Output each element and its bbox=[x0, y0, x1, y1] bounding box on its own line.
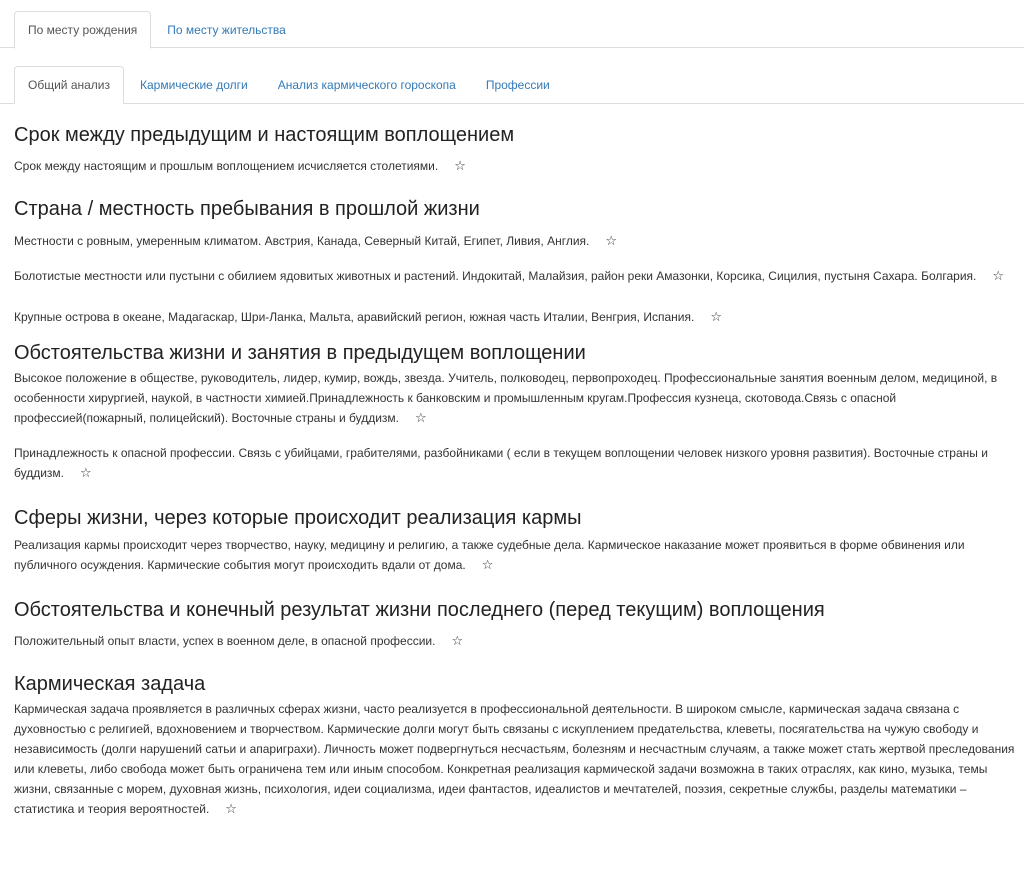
section-title: Обстоятельства и конечный результат жизни последнего (перед текущим) воплощения bbox=[14, 599, 825, 621]
star-icon[interactable]: ☆ bbox=[80, 465, 92, 480]
section-title: Срок между предыдущим и настоящим воплощением bbox=[14, 124, 515, 146]
section-paragraph: Реализация кармы происходит через творчество, науку, медицину и религию, а также судебные дела. Кармическое наказание может проявиться в форме обвинения или публичного осуждения. Кармические события могут происходить вдали от дома. ☆ bbox=[14, 535, 1024, 575]
section-paragraph: Кармическая задача проявляется в различных сферах жизни, часто реализуется в профессиональной деятельности. В широком смысле, кармическая задача связана с духовностью с религией, вдохновением и творчеством. Кармические долги могут быть связаны с искуплением предательства, клеветы, посягательства на чужую свободу и независимость (долги нарушений сатьи и апариграхи). Личность может подвергнуться несчастьям, болезням и несчастным случаям, а также может стать жертвой преследования или клеветы, либо свобода может быть ограничена тем или иным способом. Конкретная реализация кармической задачи возможна в таких отраслях, как кино, музыка, темы жизни, связанные с морем, духовная жизнь, психология, идеи социализма, идеи фантастов, идеалистов и мечтателей, поэзия, секретные службы, разделы математики – статистика и теория вероятностей. ☆ bbox=[14, 699, 1024, 819]
section-title: Кармическая задача bbox=[14, 673, 206, 695]
section-paragraph: Крупные острова в океане, Мадагаскар, Шри-Ланка, Мальта, аравийский регион, южная часть Италии, Венгрия, Испания. ☆ bbox=[14, 307, 1024, 327]
section-paragraph: Положительный опыт власти, успех в военном деле, в опасной профессии. ☆ bbox=[14, 631, 1024, 651]
section-paragraph: Местности с ровным, умеренным климатом. Австрия, Канада, Северный Китай, Египет, Ливия, Англия. ☆ bbox=[14, 231, 1024, 251]
section-title: Страна / местность пребывания в прошлой жизни bbox=[14, 198, 480, 220]
location-tabs bbox=[0, 0, 1024, 48]
tab-by-birthplace[interactable]: По месту рождения bbox=[14, 11, 151, 49]
star-icon[interactable]: ☆ bbox=[992, 268, 1005, 283]
analysis-content bbox=[0, 123, 1024, 819]
tab-karmic-horoscope-analysis[interactable]: Анализ кармического гороскопа bbox=[277, 78, 456, 92]
star-icon[interactable]: ☆ bbox=[454, 158, 466, 173]
section-title: Сферы жизни, через которые происходит реализация кармы bbox=[14, 507, 582, 529]
section-paragraph: Высокое положение в обществе, руководитель, лидер, кумир, вождь, звезда. Учитель, полководец, первопроходец. Профессиональные занятия военным делом, медициной, в особенности хирургией, наукой, в частности химией.Принадлежность к банковским и промышленным кругам.Профессия кузнеца, скотовода.Связь с опасной профессией(пожарный, полицейский). Восточные страны и буддизм. ☆ bbox=[14, 368, 1024, 428]
section-paragraph: Принадлежность к опасной профессии. Связь с убийцами, грабителями, разбойниками ( если в текущем воплощении человек низкого уровня развития). Восточные страны и буддизм. ☆ bbox=[14, 443, 1024, 483]
tab-general-analysis[interactable]: Общий анализ bbox=[14, 66, 124, 104]
star-icon[interactable]: ☆ bbox=[605, 233, 618, 248]
section-paragraph: Болотистые местности или пустыни с обилием ядовитых животных и растений. Индокитай, Малайзия, район реки Амазонки, Корсика, Сицилия, пустыня Сахара. Болгария. ☆ bbox=[14, 266, 1024, 286]
star-icon[interactable]: ☆ bbox=[225, 801, 237, 816]
section-paragraph: Срок между настоящим и прошлым воплощением исчисляется столетиями. ☆ bbox=[14, 156, 1024, 176]
star-icon[interactable]: ☆ bbox=[414, 410, 427, 425]
star-icon[interactable]: ☆ bbox=[451, 633, 464, 648]
section-title: Обстоятельства жизни и занятия в предыдущем воплощении bbox=[14, 342, 586, 364]
tab-professions[interactable]: Профессии bbox=[485, 78, 550, 92]
analysis-tabs bbox=[0, 66, 1024, 104]
tab-karmic-debts[interactable]: Кармические долги bbox=[140, 78, 248, 92]
tab-by-residence[interactable]: По месту жительства bbox=[167, 23, 286, 37]
star-icon[interactable]: ☆ bbox=[481, 557, 494, 572]
star-icon[interactable]: ☆ bbox=[710, 309, 722, 324]
